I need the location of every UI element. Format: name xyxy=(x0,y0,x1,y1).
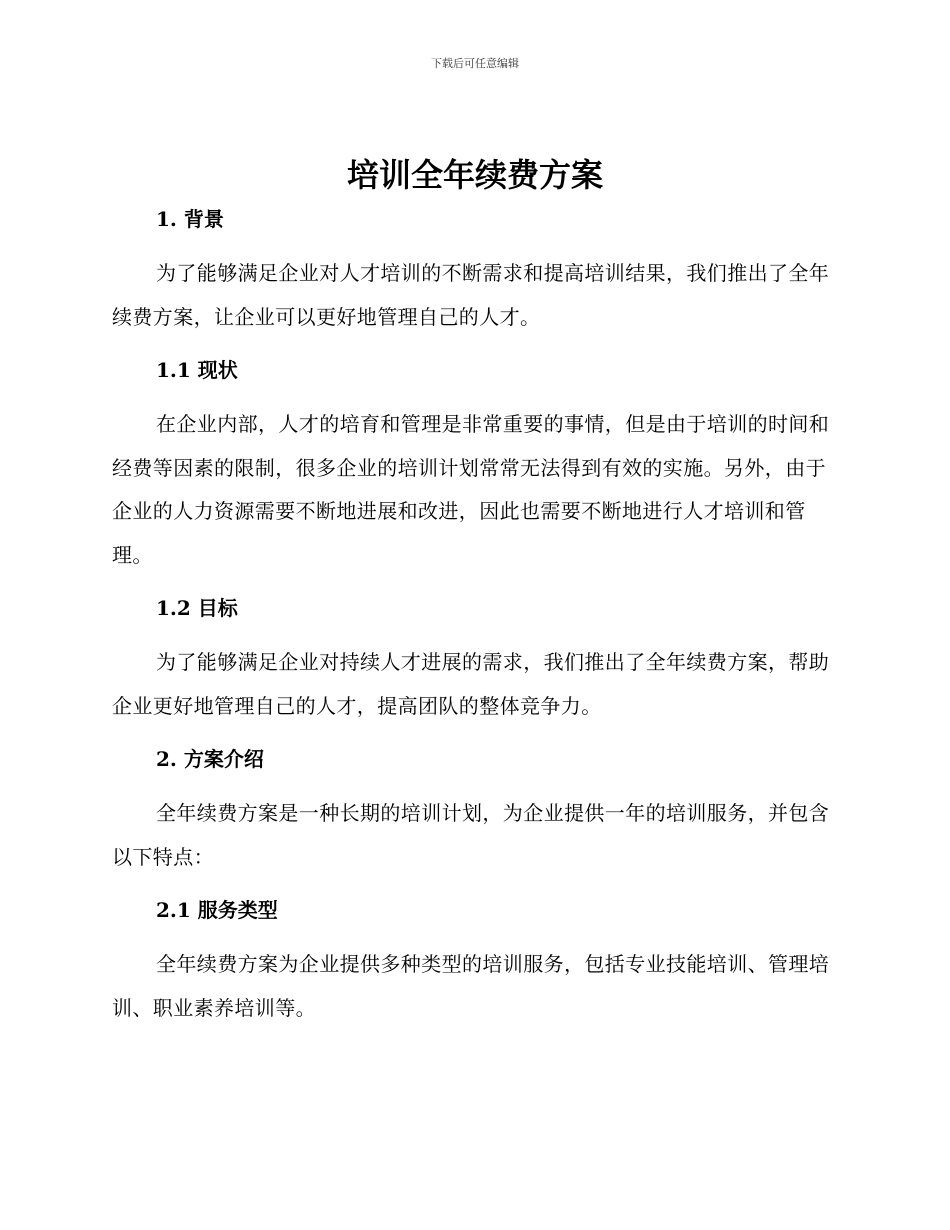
section-heading: 2.1 服务类型 xyxy=(156,898,278,922)
section-current-status xyxy=(112,351,832,589)
header-note: 下载后可任意编辑 xyxy=(431,57,519,70)
section-heading: 1.1 现状 xyxy=(156,358,238,382)
section-heading: 1. 背景 xyxy=(156,207,224,231)
section-paragraph: 在企业内部，人才的培育和管理是非常重要的事情，但是由于培训的时间和经费等因素的限制，很多企业的培训计划常常无法得到有效的实施。另外，由于企业的人力资源需要不断地进展和改进，因此也需要不断地进行人才培训和管理。 xyxy=(112,412,830,567)
section-paragraph: 为了能够满足企业对持续人才进展的需求，我们推出了全年续费方案，帮助企业更好地管理自己的人才，提高团队的整体竞争力。 xyxy=(112,650,830,718)
section-paragraph: 为了能够满足企业对人才培训的不断需求和提高培训结果，我们推出了全年续费方案，让企业可以更好地管理自己的人才。 xyxy=(112,261,830,329)
section-background xyxy=(112,200,832,351)
section-heading: 1.2 目标 xyxy=(156,596,238,620)
document-title: 培训全年续费方案 xyxy=(346,156,603,194)
document-body xyxy=(112,200,832,1030)
section-plan-intro xyxy=(112,740,832,891)
section-goals xyxy=(112,589,832,740)
section-heading: 2. 方案介绍 xyxy=(156,747,264,771)
section-service-types xyxy=(112,891,832,1030)
section-paragraph: 全年续费方案是一种长期的培训计划，为企业提供一年的培训服务，并包含以下特点： xyxy=(112,801,830,869)
section-paragraph: 全年续费方案为企业提供多种类型的培训服务，包括专业技能培训、管理培训、职业素养培训等。 xyxy=(112,952,830,1020)
